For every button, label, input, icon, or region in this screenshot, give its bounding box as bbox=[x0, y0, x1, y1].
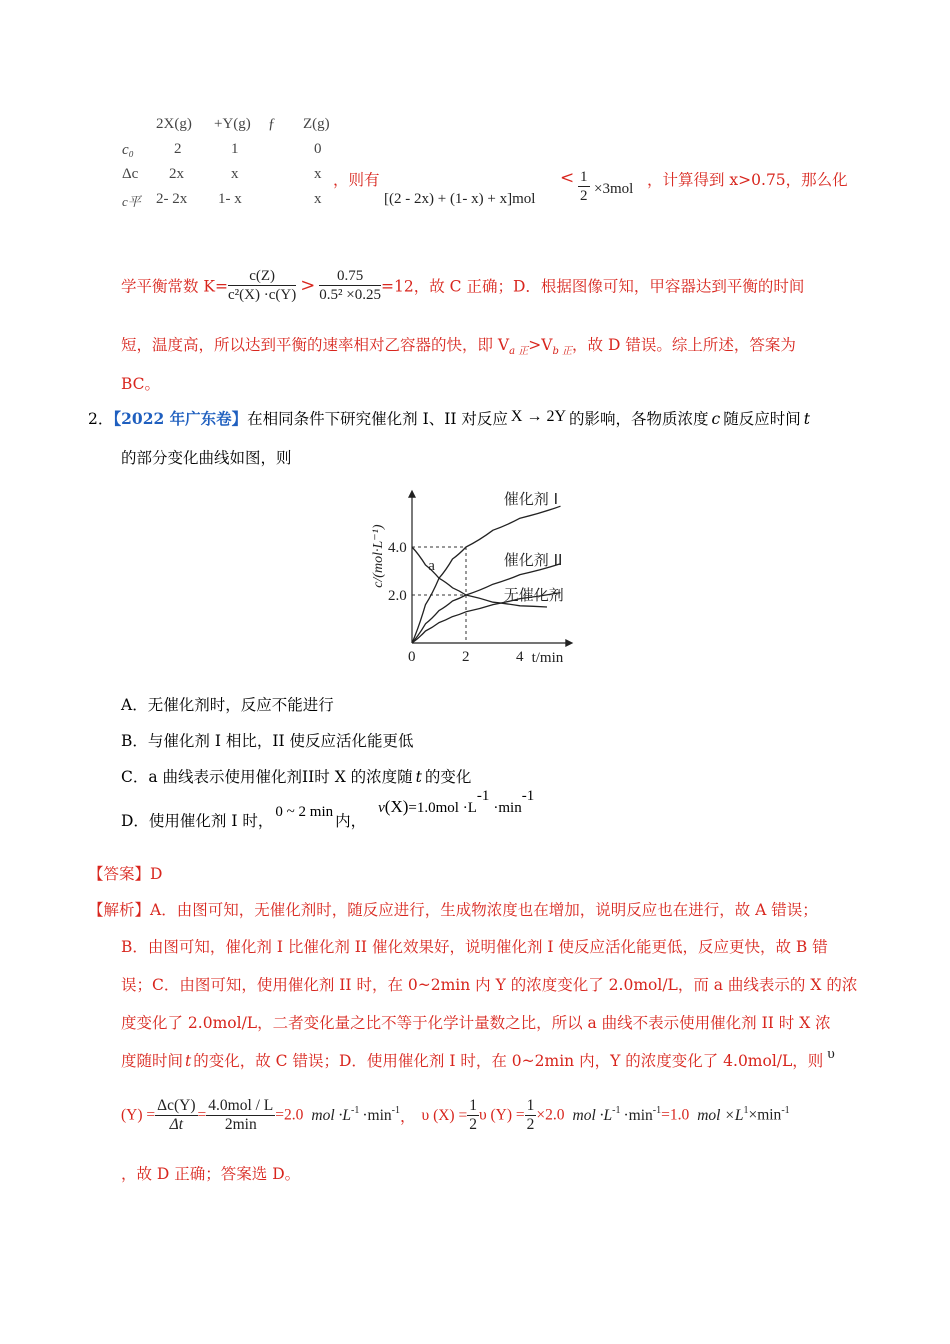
option-c[interactable] bbox=[121, 765, 471, 787]
f2-lhs: υ (X) = bbox=[421, 1106, 468, 1124]
q2-t-var: t bbox=[803, 410, 810, 428]
half-num: 1 bbox=[580, 169, 588, 185]
row-label-c0: c₀ bbox=[122, 142, 134, 158]
q2-source: 【2022 年广东卷】 bbox=[113, 409, 248, 428]
analysis-l5 bbox=[121, 1046, 835, 1071]
half-den: 2 bbox=[580, 188, 588, 204]
row-cp-a: 2- 2x bbox=[156, 191, 188, 207]
row-cp-b: 1- x bbox=[218, 191, 242, 207]
bracket-expr: [(2 - 2x) + (1- x) + x]mol bbox=[384, 191, 536, 207]
eq-z: Z(g) bbox=[303, 116, 330, 132]
option-c-post: 的变化 bbox=[424, 768, 472, 786]
analysis-l4: 度变化了 2.0mol/L，二者变化量之比不等于化学计量数之比，所以 a 曲线不表示使用催化剂 II 时 X 浓 bbox=[121, 1014, 831, 1032]
row-dc-a: 2x bbox=[169, 166, 184, 182]
conclusion-1: ，计算得到 x>0.75，那么化 bbox=[647, 171, 848, 189]
row-c0-c: 0 bbox=[314, 141, 322, 157]
option-d-x: (X) bbox=[384, 797, 409, 817]
f2-sup4: -1 bbox=[781, 1104, 790, 1116]
q2-stem-line2: 的部分变化曲线如图，则 bbox=[121, 449, 292, 467]
para-line-2 bbox=[121, 333, 796, 357]
analysis-l5-t: t bbox=[185, 1052, 192, 1070]
f2-eq: =1.0 bbox=[661, 1106, 690, 1124]
option-d-mid: 内， bbox=[335, 812, 367, 831]
sub-a: a 正 bbox=[509, 346, 529, 358]
k-prefix: 学平衡常数 K= bbox=[121, 277, 228, 296]
f2-mid: υ (Y) = bbox=[478, 1106, 525, 1124]
option-d-range: 0 ~ 2 min bbox=[275, 804, 334, 821]
analysis-l1 bbox=[88, 898, 818, 920]
f1-num: Δc(Y) bbox=[157, 1097, 196, 1114]
series-label-catalyst-1: 催化剂 I bbox=[503, 489, 559, 508]
gt-v: >V bbox=[528, 336, 553, 354]
sub-b: b 正 bbox=[552, 346, 573, 358]
analysis-l2: B．由图可知，催化剂 I 比催化剂 II 催化效果好，说明催化剂 I 使反应活化能更低，反应更快，故 B 错 bbox=[121, 938, 828, 956]
y-tick-label-4.0: 4.0 bbox=[388, 540, 407, 556]
concentration-chart bbox=[360, 488, 600, 673]
f1-sup1: -1 bbox=[351, 1104, 360, 1116]
analysis-l1-text: A．由图可知，无催化剂时，随反应进行，生成物浓度也在增加，说明反应也在进行，故 A 错误； bbox=[150, 901, 818, 919]
option-d-unit2: ·min bbox=[493, 800, 522, 817]
q2-number: 2． bbox=[88, 410, 114, 428]
para-line-3: BC。 bbox=[121, 375, 161, 393]
row-c0-a: 2 bbox=[174, 141, 182, 157]
q2-c-var: c bbox=[711, 410, 721, 428]
f1-val: =2.0 bbox=[275, 1106, 304, 1124]
times-3mol: ×3mol bbox=[594, 181, 634, 197]
f1-comma: ， bbox=[400, 1108, 416, 1126]
k-num: c(Z) bbox=[228, 267, 296, 286]
eq-2x: 2X(g) bbox=[156, 116, 192, 132]
x-tick-label-2: 2 bbox=[462, 649, 470, 665]
k-suffix: =12，故 C 正确；D．根据图像可知，甲容器达到平衡的时间 bbox=[381, 277, 805, 296]
option-d-pre: D．使用催化剂 I 时， bbox=[121, 812, 274, 831]
option-d[interactable] bbox=[121, 788, 535, 831]
q2-stem-2: 的影响，各物质浓度 bbox=[569, 410, 709, 428]
row-label-dc: Δc bbox=[122, 166, 139, 182]
row-label-cp: c平 bbox=[122, 194, 141, 209]
row-dc-c: x bbox=[314, 166, 322, 182]
eq-arrow: ƒ bbox=[268, 116, 276, 132]
f2-times: ×2.0 bbox=[536, 1106, 565, 1124]
x-tick-label-4: 4 bbox=[516, 649, 524, 665]
k-gt: > bbox=[300, 275, 316, 296]
option-d-sup1: -1 bbox=[476, 788, 490, 804]
row-c0-b: 1 bbox=[231, 141, 239, 157]
series-label-catalyst-2: 催化剂 II bbox=[503, 551, 563, 569]
analysis-l5-pre: 度随时间 bbox=[121, 1052, 184, 1070]
half-fraction bbox=[578, 168, 590, 205]
q2-stem-line1 bbox=[88, 407, 810, 429]
f2-half: 1 bbox=[469, 1097, 477, 1114]
f2-sup2: -1 bbox=[652, 1104, 662, 1116]
series-label-no-catalyst: 无催化剂 bbox=[503, 585, 564, 604]
analysis-label: 【解析】 bbox=[88, 901, 151, 919]
option-c-pre: C．a 曲线表示使用催化剂II时 X 的浓度随 bbox=[121, 768, 413, 786]
f1-num2: 4.0mol / L bbox=[208, 1097, 274, 1114]
y-axis-label: c/(mol·L⁻¹) bbox=[371, 524, 386, 588]
row-dc-b: x bbox=[231, 166, 239, 182]
x-axis-arrow bbox=[565, 639, 573, 647]
f2-unit-b2: ×min bbox=[748, 1106, 782, 1124]
f2-two: 2 bbox=[469, 1116, 477, 1133]
x-tick-label-0: 0 bbox=[408, 649, 416, 665]
option-d-v: v bbox=[378, 800, 385, 817]
lt-sign: < bbox=[560, 168, 575, 188]
analysis-l5-upsilon: υ bbox=[827, 1046, 835, 1062]
answer: 【答案】D bbox=[88, 865, 163, 883]
v-den: 0.5² ×0.25 bbox=[319, 287, 382, 303]
q2-stem-1: 在相同条件下研究催化剂 I、II 对反应 bbox=[247, 410, 508, 428]
f2-unit-b: mol ×L bbox=[697, 1106, 744, 1124]
f2-unit: mol ·L bbox=[572, 1106, 613, 1124]
option-d-sup2: -1 bbox=[521, 788, 535, 804]
q2-reaction: X → 2Y bbox=[510, 408, 567, 425]
f1-lhs: (Y) = bbox=[121, 1106, 156, 1124]
k-den: c²(X) ·c(Y) bbox=[228, 287, 297, 303]
para-line-2-text: 短，温度高，所以达到平衡的速率相对乙容器的快，即 V bbox=[121, 336, 510, 354]
analysis-l3: 误；C．由图可知，使用催化剂 II 时，在 0~2min 内 Y 的浓度变化了 2.0mol/L，而 a 曲线表示的 X 的浓 bbox=[121, 976, 858, 994]
f1-unit2: ·min bbox=[362, 1106, 392, 1124]
q2-stem-3: 随反应时间 bbox=[723, 410, 801, 428]
f1-den2: 2min bbox=[224, 1116, 257, 1133]
row-cp-c: x bbox=[314, 191, 322, 207]
f2-two-b: 2 bbox=[526, 1116, 535, 1133]
option-b[interactable]: B．与催化剂 I 相比，II 使反应活化能更低 bbox=[121, 732, 414, 750]
eq-y: +Y(g) bbox=[214, 116, 251, 132]
curve-label-a: a bbox=[428, 557, 435, 574]
option-a[interactable]: A．无催化剂时，反应不能进行 bbox=[121, 696, 334, 714]
f1-unit: mol ·L bbox=[311, 1106, 352, 1124]
f2-half-b: 1 bbox=[526, 1097, 535, 1114]
f2-unit2: ·min bbox=[623, 1106, 653, 1124]
analysis-l5-post: 的变化，故 C 错误；D．使用催化剂 I 时，在 0~2min 内，Y 的浓度变化了 4.0mol/L，则 bbox=[193, 1052, 824, 1070]
y-axis-arrow bbox=[408, 490, 416, 498]
v-num: 0.75 bbox=[319, 267, 381, 286]
then-text: ，则有 bbox=[333, 171, 380, 189]
y-tick-label-2.0: 2.0 bbox=[388, 588, 407, 604]
f2-sup1: -1 bbox=[612, 1104, 621, 1116]
f2-sup3: 1 bbox=[743, 1104, 749, 1116]
x-axis-label: t/min bbox=[531, 650, 564, 666]
f1-sup2: -1 bbox=[391, 1104, 400, 1116]
analysis-end: ，故 D 正确；答案选 D。 bbox=[121, 1165, 301, 1183]
para-line-2-end: ，故 D 错误。综上所述，答案为 bbox=[572, 336, 796, 354]
option-c-t: t bbox=[415, 768, 422, 786]
series-line-0 bbox=[412, 506, 561, 643]
option-d-val: =1.0mol ·L bbox=[408, 800, 477, 817]
k-line bbox=[121, 267, 804, 304]
f1-den: Δt bbox=[169, 1116, 184, 1133]
formula-line bbox=[121, 1097, 790, 1134]
f1-eq: = bbox=[197, 1106, 207, 1124]
